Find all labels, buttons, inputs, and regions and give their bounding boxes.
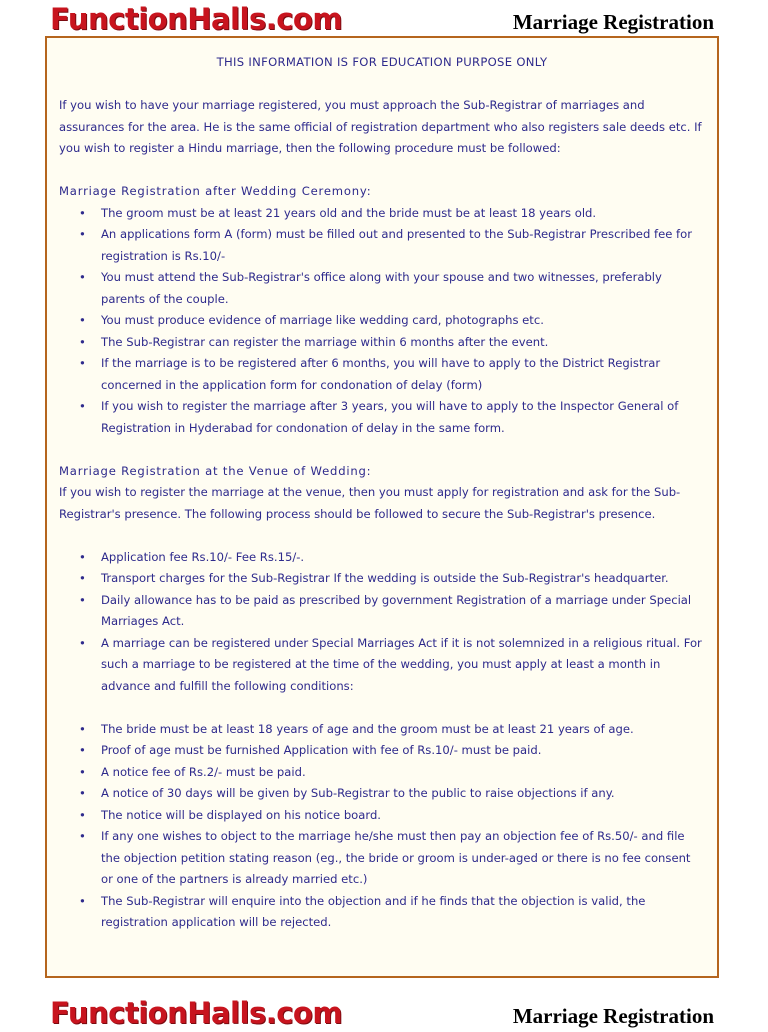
- list-item: • You must attend the Sub-Registrar's office along with your spouse and two witnesses, preferably parents of the couple.: [101, 267, 705, 310]
- venue-list: [59, 547, 705, 698]
- venue-intro-paragraph: If you wish to register the marriage at the venue, then you must apply for registration and ask for the Sub-Registrar's presence. The following process should be followed to secure the Sub-Registrar's presence.: [59, 485, 681, 521]
- conditions-list: [59, 719, 705, 934]
- list-item: • The notice will be displayed on his notice board.: [101, 805, 705, 827]
- list-item: • The bride must be at least 18 years of age and the groom must be at least 21 years of age.: [101, 719, 705, 741]
- list-item: • The Sub-Registrar will enquire into the objection and if he finds that the objection is valid, the registration application will be rejected.: [101, 891, 705, 934]
- content-panel: [45, 36, 719, 978]
- page-header: [0, 0, 768, 40]
- list-item: • A notice fee of Rs.2/- must be paid.: [101, 762, 705, 784]
- document-body: [59, 52, 705, 934]
- disclaimer-notice: THIS INFORMATION IS FOR EDUCATION PURPOSE ONLY: [216, 55, 548, 69]
- page-title: Marriage Registration: [512, 1004, 714, 1028]
- site-logo[interactable]: FunctionHalls.com: [50, 2, 343, 36]
- site-logo[interactable]: FunctionHalls.com: [50, 996, 343, 1030]
- section-heading-venue: Marriage Registration at the Venue of Wedding:: [59, 463, 372, 478]
- list-item: • Transport charges for the Sub-Registrar If the wedding is outside the Sub-Registrar's headquarter.: [101, 568, 705, 590]
- list-item: • The groom must be at least 21 years old and the bride must be at least 18 years old.: [101, 203, 705, 225]
- list-item: • An applications form A (form) must be filled out and presented to the Sub-Registrar Prescribed fee for registration is Rs.10/-: [101, 224, 705, 267]
- list-item: • A notice of 30 days will be given by Sub-Registrar to the public to raise objections if any.: [101, 783, 705, 805]
- list-item: • Proof of age must be furnished Application with fee of Rs.10/- must be paid.: [101, 740, 705, 762]
- intro-paragraph: If you wish to have your marriage registered, you must approach the Sub-Registrar of marriages and assurances for the area. He is the same official of registration department who also registers sale deeds etc. If you wish to register a Hindu marriage, then the following procedure must be followed:: [59, 98, 702, 155]
- next-page-header: [0, 992, 768, 1032]
- page-title: Marriage Registration: [512, 10, 714, 34]
- list-item: • If any one wishes to object to the marriage he/she must then pay an objection fee of Rs.50/- and file the objection petition stating reason (eg., the bride or groom is under-aged or there is no fee consent or one of the partners is already married etc.): [101, 826, 705, 891]
- list-item: • A marriage can be registered under Special Marriages Act if it is not solemnized in a religious ritual. For such a marriage to be registered at the time of the wedding, you must apply at least a month in advance and fulfill the following conditions:: [101, 633, 705, 698]
- list-item: • The Sub-Registrar can register the marriage within 6 months after the event.: [101, 332, 705, 354]
- list-item: • Daily allowance has to be paid as prescribed by government Registration of a marriage under Special Marriages Act.: [101, 590, 705, 633]
- section-heading-after-ceremony: Marriage Registration after Wedding Ceremony:: [59, 184, 372, 198]
- list-item: • You must produce evidence of marriage like wedding card, photographs etc.: [101, 310, 705, 332]
- list-item: • If the marriage is to be registered after 6 months, you will have to apply to the District Registrar concerned in the application form for condonation of delay (form): [101, 353, 705, 396]
- list-item: • If you wish to register the marriage after 3 years, you will have to apply to the Inspector General of Registration in Hyderabad for condonation of delay in the same form.: [101, 396, 705, 439]
- list-item: • Application fee Rs.10/- Fee Rs.15/-.: [101, 547, 705, 569]
- after-ceremony-list: [59, 203, 705, 440]
